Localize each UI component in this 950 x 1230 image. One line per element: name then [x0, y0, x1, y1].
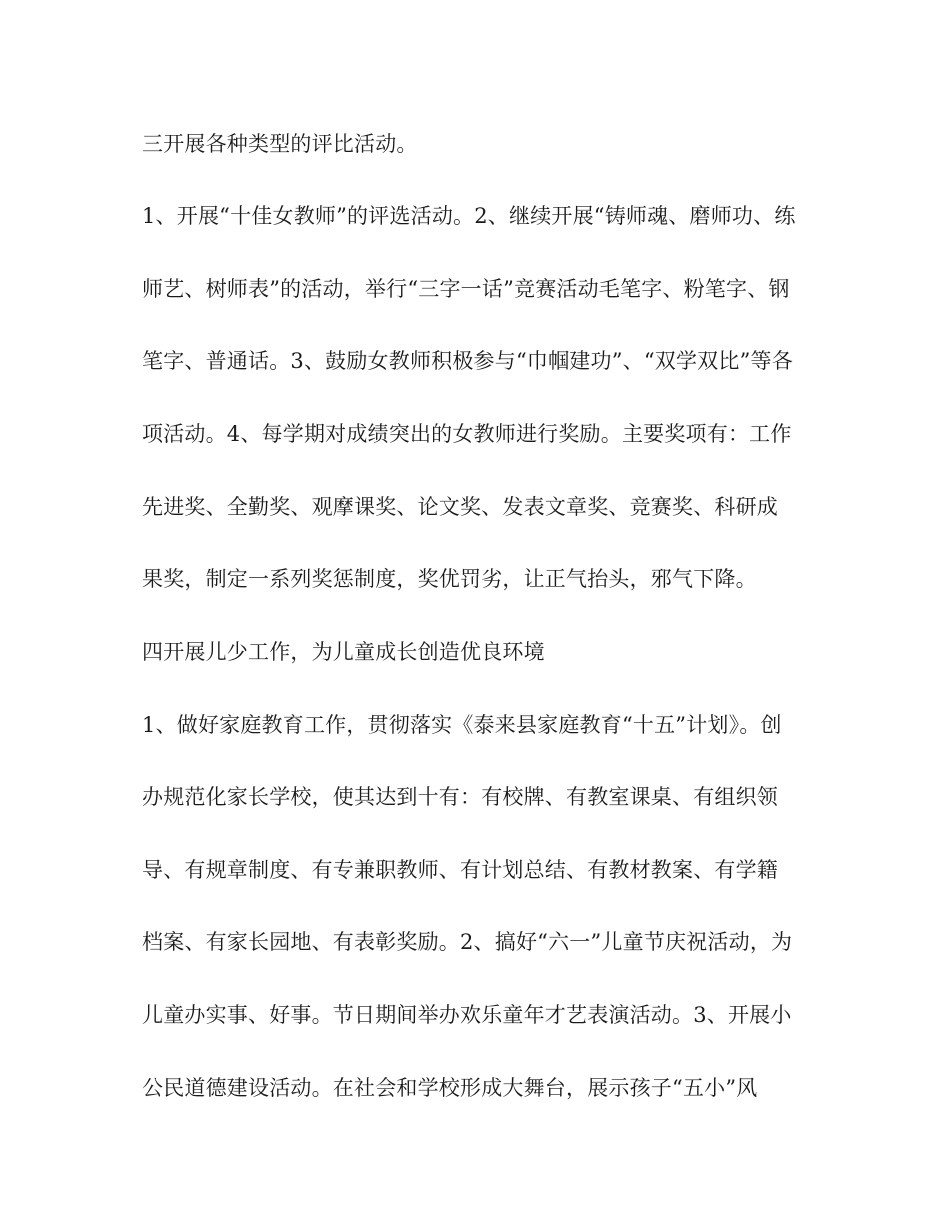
text-line: 先进奖、全勤奖、观摩课奖、论文奖、发表文章奖、竞赛奖、科研成 — [142, 495, 778, 519]
text-line: 项活动。4、每学期对成绩突出的女教师进行奖励。主要奖项有：工作 — [142, 422, 792, 446]
section-heading-3: 三开展各种类型的评比活动。 — [142, 132, 418, 156]
text-line: 档案、有家长园地、有表彰奖励。2、搞好“六一”儿童节庆祝活动，为 — [142, 930, 793, 954]
text-line: 笔字、普通话。3、鼓励女教师积极参与“巾帼建功”、“双学双比”等各 — [142, 349, 793, 373]
text-line: 四开展儿少工作，为儿童成长创造优良环境 — [142, 640, 545, 664]
text-line: 儿童办实事、好事。节日期间举办欢乐童年才艺表演活动。3、开展小 — [142, 1003, 792, 1027]
text-line: 果奖，制定一系列奖惩制度，奖优罚劣，让正气抬头，邪气下降。 — [142, 567, 757, 591]
section-heading-4: 1、做好家庭教育工作，贯彻落实《泰来县家庭教育“十五”计划》。创 — [142, 713, 782, 737]
text-line: 导、有规章制度、有专兼职教师、有计划总结、有教材教案、有学籍 — [142, 858, 778, 882]
text-line: 公民道德建设活动。在社会和学校形成大舞台，展示孩子“五小”风 — [142, 1076, 758, 1100]
text-line: 1、开展“十佳女教师”的评选活动。2、继续开展“铸师魂、磨师功、练 — [142, 204, 796, 228]
text-line: 办规范化家长学校，使其达到十有：有校牌、有教室课桌、有组织领 — [142, 785, 778, 809]
text-line: 师艺、树师表”的活动，举行“三字一话”竞赛活动毛笔字、粉笔字、钢 — [142, 277, 790, 301]
